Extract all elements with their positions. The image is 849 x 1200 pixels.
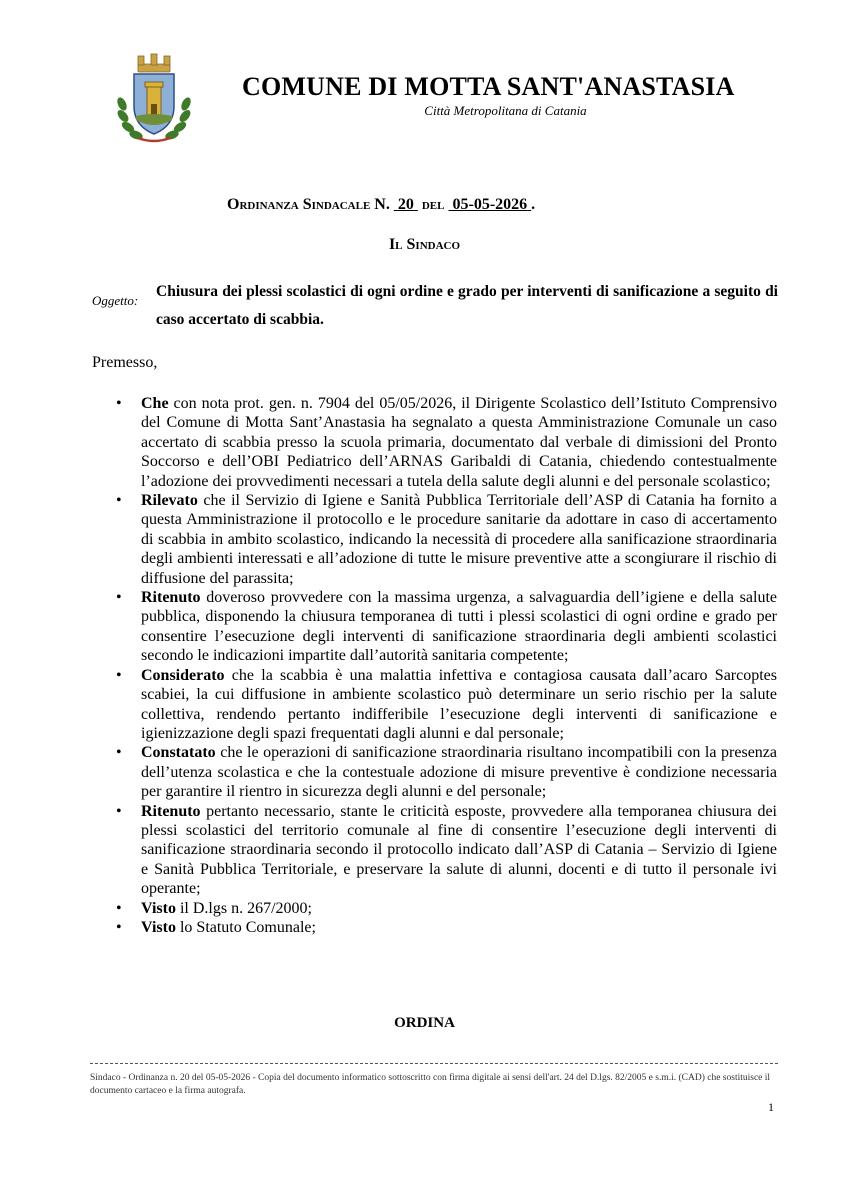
list-item: • Constatato che le operazioni di sanificazione straordinaria risultano incompatibili con la presenza dell’utenza scolastica e che la contestuale adozione di misure preventive è condizione necessaria per garantire il rientro in sicurezza degli alunni e del personale; [116, 743, 777, 801]
ordinanza-date: 05-05-2026 [452, 196, 528, 213]
premesso-label: Premesso, [92, 354, 158, 371]
premesse-list [116, 394, 777, 937]
list-item: • Che con nota prot. gen. n. 7904 del 05/05/2026, il Dirigente Scolastico dell’Istituto Comprensivo del Comune di Motta Sant’Anastasia ha segnalato a questa Amministrazione Comunale un caso accertato di scabbia presso la scuola primaria, documentato dal verbale di dimissioni del Pronto Soccorso e dell’OBI Pediatrico dell’ARNAS Garibaldi di Catania, chiedendo contestualmente l’adozione dei provvedimenti necessari a tutela della salute degli alunni e del personale scolastico; [116, 394, 777, 491]
ordinanza-number: 20 [397, 196, 414, 213]
list-item: • Ritenuto pertanto necessario, stante le criticità esposte, provvedere alla temporanea chiusura dei plessi scolastici del territorio comunale al fine di consentire l’esecuzione degli interventi di sanificazione straordinaria secondo il protocollo indicato dall’ASP di Catania – Servizio di Igiene e Sanità Pubblica Territoriale, e preservare la salute di alunni, docenti e di tutto il personale ivi operante; [116, 802, 777, 899]
sindaco-heading: Il Sindaco [388, 236, 461, 253]
comune-crest-logo [116, 50, 192, 146]
ordinanza-del: del [421, 196, 445, 213]
oggetto-text: Chiusura dei plessi scolastici di ogni ordine e grado per interventi di sanificazione a seguito di caso accertato di scabbia. [156, 283, 778, 328]
oggetto-label: Oggetto: [92, 293, 139, 308]
ordina-heading: ORDINA [394, 1015, 455, 1031]
ordinanza-title: Ordinanza Sindacale N. [227, 196, 390, 213]
list-item: • Ritenuto doveroso provvedere con la massima urgenza, a salvaguardia dell’igiene e della salute pubblica, disponendo la chiusura temporanea di tutti i plessi scolastici di ogni ordine e grado per consentire l’esecuzione degli interventi di sanificazione straordinaria degli ambienti scolastici secondo le indicazioni impartite dall’autorità sanitaria competente; [116, 588, 777, 666]
page-number: 1 [768, 1100, 774, 1114]
ordinanza-heading: Ordinanza Sindacale N. 20 del 05-05-2026 . [227, 196, 536, 213]
footer-note: Sindaco - Ordinanza n. 20 del 05-05-2026 - Copia del documento informatico sottoscritto con firma digitale ai sensi dell'art. 24 del D.lgs. 82/2005 e s.m.i. (CAD) che sostituisce il documento cartaceo e la firma autografa. [90, 1073, 771, 1096]
comune-title: COMUNE DI MOTTA SANT'ANASTASIA [242, 72, 735, 101]
footer-divider [90, 1063, 778, 1064]
list-item: • Visto lo Statuto Comunale; [116, 918, 777, 937]
citta-subtitle: Città Metropolitana di Catania [424, 103, 587, 118]
list-item: • Visto il D.lgs n. 267/2000; [116, 899, 777, 918]
list-item: • Rilevato che il Servizio di Igiene e Sanità Pubblica Territoriale dell’ASP di Catania ha fornito a questa Amministrazione il protocollo e le procedure sanitarie da adottare in caso di accertamento di scabbia in ambito scolastico, indicando la necessità di procedere alla sanificazione straordinaria degli ambienti interessati e all’adozione di tutte le misure preventive atte a scongiurare il rischio di diffusione del parassita; [116, 491, 777, 588]
list-item: • Considerato che la scabbia è una malattia infettiva e contagiosa causata dall’acaro Sarcoptes scabiei, la cui diffusione in ambiente scolastico può determinare un serio rischio per la salute collettiva, rendendo pertanto indifferibile l’esecuzione degli interventi di sanificazione e igienizzazione degli spazi frequentati dagli alunni e dal personale; [116, 666, 777, 744]
